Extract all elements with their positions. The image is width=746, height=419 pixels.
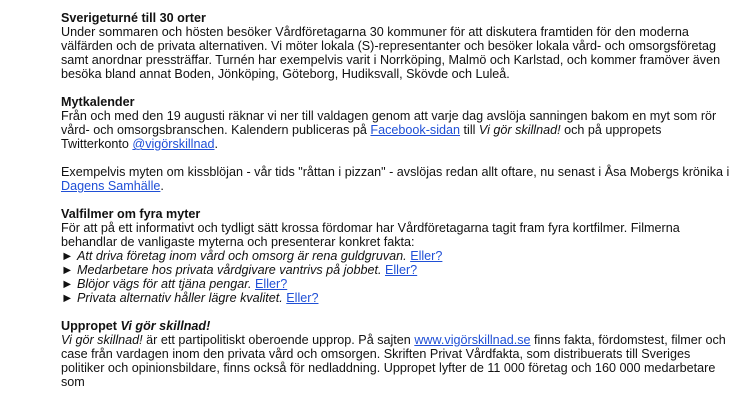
myth-link[interactable]: Eller? <box>255 277 288 291</box>
twitter-link[interactable]: @vigörskillnad <box>132 137 215 151</box>
section-paragraph <box>61 109 731 151</box>
text-span: till <box>460 123 479 137</box>
heading-upprop-name: Vi gör skillnad! <box>120 319 211 333</box>
myth-text: Blöjor vägs för att tjäna pengar. <box>76 277 252 291</box>
section-heading: Valfilmer om fyra myter <box>61 207 201 221</box>
text-span: är ett partipolitiskt oberoende upprop. På sajten <box>142 333 415 347</box>
section-heading: Sverigeturné till 30 orter <box>61 11 206 25</box>
text-span: . <box>214 137 218 151</box>
myth-link[interactable]: Eller? <box>286 291 319 305</box>
list-item <box>61 249 731 263</box>
myth-list <box>61 249 731 305</box>
facebook-link[interactable]: Facebook-sidan <box>370 123 461 137</box>
heading-text: Uppropet <box>61 319 121 333</box>
section-body: Under sommaren och hösten besöker Vårdföretagarna 30 kommuner för att diskutera framtiden för den moderna välfärden och de privata alternativen. Vi möter lokala (S)-representanter och besöker lokala vård- och omsorgsföretag samt anordnar pressträffar. Turnén har exempelvis varit i Norrköping, Malmö och Karlstad, och kommer framöver även besöka bland annat Boden, Jönköping, Göteborg, Hudiksvall, Skövde och Luleå. <box>61 25 721 81</box>
list-item <box>61 263 731 277</box>
dagens-samhalle-link[interactable]: Dagens Samhälle <box>61 179 161 193</box>
bullet-icon: ► <box>61 277 74 291</box>
bullet-icon: ► <box>61 291 74 305</box>
text-span: . <box>160 179 164 193</box>
text-span: Exempelvis myten om kissblöjan - vår tids "råttan i pizzan" - avslöjas redan allt oftare, nu senast i Åsa Mobergs krönika i <box>61 165 730 179</box>
myth-text: Att driva företag inom vård och omsorg är rena guldgruvan. <box>76 249 407 263</box>
myth-text: Privata alternativ håller lägre kvalitet. <box>76 291 283 305</box>
myth-link[interactable]: Eller? <box>410 249 443 263</box>
text-span: Från och med den 19 augusti räknar vi ner till valdagen genom att varje dag avslöja sanningen bakom en myt som rör vård- och omsorgsbranschen. Kalendern publiceras på <box>61 109 717 137</box>
upprop-name: Vi gör skillnad! <box>61 333 143 347</box>
upprop-name: Vi gör skillnad! <box>478 123 561 137</box>
list-item <box>61 291 731 305</box>
myth-link[interactable]: Eller? <box>384 263 418 277</box>
section-paragraph <box>61 165 731 193</box>
bullet-icon: ► <box>61 263 74 277</box>
section-mytkalender <box>61 95 731 193</box>
section-intro: För att på ett informativt och tydligt sätt krossa fördomar har Vårdföretagarna tagit fram fyra kortfilmer. Filmerna behandlar de vanligaste myterna och presenterar konkret fakta: <box>61 221 680 249</box>
list-item <box>61 277 731 291</box>
section-valfilmer <box>61 207 731 305</box>
section-heading: Mytkalender <box>61 95 135 109</box>
text-span: och på uppropets Twitterkonto <box>61 123 662 151</box>
website-link[interactable]: www.vigörskillnad.se <box>414 333 531 347</box>
text-span: finns fakta, fördomstest, filmer och case från vardagen inom den privata vård och omsorgen. Skriften Privat Vårdfakta, som distribuerats till Sveriges politiker och opinionsbildare, finns också för nedladdning. Uppropet lyfter de 11 000 företag och 160 000 medarbetare som <box>61 333 726 389</box>
section-sverigeturne <box>61 11 731 81</box>
document-page <box>61 11 731 403</box>
section-body <box>61 333 731 389</box>
myth-text: Medarbetare hos privata vårdgivare vantrivs på jobbet. <box>76 263 382 277</box>
section-uppropet <box>61 319 731 389</box>
section-heading <box>61 319 731 333</box>
bullet-icon: ► <box>61 249 74 263</box>
